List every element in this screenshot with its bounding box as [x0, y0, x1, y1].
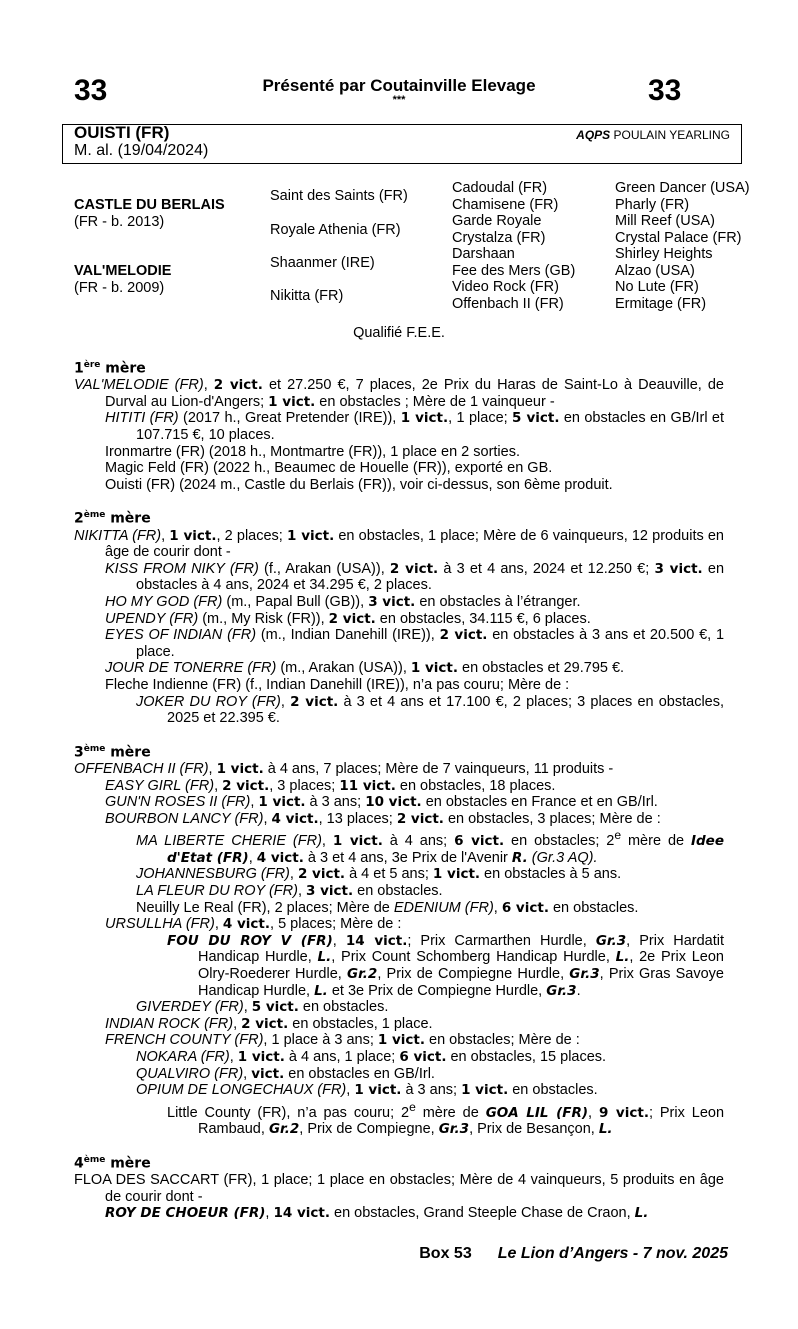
pedigree-gen2-4: Nikitta (FR) [270, 288, 344, 304]
qualification: Qualifié F.E.E. [353, 325, 445, 341]
pedigree-gen2-1: Saint des Saints (FR) [270, 188, 408, 204]
section-4eme-mere: 4ème mère [74, 1154, 151, 1172]
section-1ere-mere: 1ère mère [74, 360, 146, 377]
pedigree-gen4: Green Dancer (USA) Pharly (FR) Mill Reef (USA) Crystal Palace (FR) Shirley Heights Alzao (USA) No Lute (FR) Ermitage (FR) [615, 180, 750, 312]
horse-description: M. al. (19/04/2024) [74, 142, 209, 159]
family-text: 1ère mère VAL'MELODIE (FR), 2 vict. et 27.250 €, 7 places, 2e Prix du Haras de Saint-Lo à Deauville, de Durval au Lion-d'Angers; 1 vict. en obstacles ; Mère de 1 vainqueur - HITITI (FR) (2017 h., Great Pretender (IRE)), 1 vict., 1 place; 5 vict. en obstacles en GB/Irl et 107.715 €, 10 places. Ironmartre (FR) (2018 h., Montmartre (FR)), 1 place en 2 sorties. Magic Feld (FR) (2022 h., Beaumec de Houelle (FR)), exporté en GB. Ouisti (FR) (2024 m., Castle du Berlais (FR)), voir ci-dessus, son 6ème produit. 2ème mère NIKITTA (FR), 1 vict., 2 places; 1 vict. en obstacles, 1 place; Mère de 6 vainqueurs, 12 produits en âge de courir dont - KISS FROM NIKY (FR) (f., Arakan (USA)), 2 vict. à 3 et 4 ans, 2024 et 12.250 €; 3 vict. en obstacles à 4 ans, 2024 et 34.295 €, 2 places. HO MY GOD (FR) (m., Papal Bull (GB)), 3 vict. en obstacles à l’étranger. UPENDY (FR) (m., My Risk (FR)), 2 vict. en obstacles, 34.115 €, 6 places. EYES OF INDIAN (FR) (m., Indian Danehill (IRE)), 2 vict. en obstacles à 3 ans et 20.500 €, 1 place. JOUR DE TONERRE (FR) (m., Arakan (USA)), 1 vict. en obstacles et 29.795 €. Fleche Indienne (FR) (f., Indian Danehill (IRE)), n’a pas couru; Mère de : JOKER DU ROY (FR), 2 vict. à 3 et 4 ans et 17.100 €, 2 places; 3 places en obstacles, 2025 et 22.395 €. 3ème mère OFFENBACH II (FR), 1 vict. à 4 ans, 7 places; Mère de 7 vainqueurs, 11 produits - EASY GIRL (FR), 2 vict., 3 places; 11 vict. en obstacles, 18 places. GUN'N ROSES II (FR), 1 vict. à 3 ans; 10 vict. en obstacles en France et en GB/Irl. BOURBON LANCY (FR), 4 vict., 13 places; 2 vict. en obstacles, 3 places; Mère de : MA LIBERTE CHERIE (FR), 1 vict. à 4 ans; 6 vict. en obstacles; 2e mère de Idee d'Etat (FR), 4 vict. à 3 et 4 ans, 3e Prix de l'Avenir R. (Gr.3 AQ). JOHANNESBURG (FR), 2 vict. à 4 et 5 ans; 1 vict. en obstacles à 5 ans. LA FLEUR DU ROY (FR), 3 vict. en obstacles. Neuilly Le Real (FR), 2 places; Mère de EDENIUM (FR), 6 vict. en obstacles. URSULLHA (FR), 4 vict., 5 places; Mère de : FOU DU ROY V (FR), 14 vict.; Prix Carmarthen Hurdle, Gr.3, Prix Hardatit Handicap Hurdle, L., Prix Count Schomberg Handicap Hurdle, L., 2e Prix Leon Olry-Roederer Hurdle, Gr.2, Prix de Compiegne Hurdle, Gr.3, Prix Gras Savoye Handicap Hurdle, L. et 3e Prix de Compiegne Hurdle, Gr.3. GIVERDEY (FR), 5 vict. en obstacles. INDIAN ROCK (FR), 2 vict. en obstacles, 1 place. FRENCH COUNTY (FR), 1 place à 3 ans; 1 vict. en obstacles; Mère de : NOKARA (FR), 1 vict. à 4 ans, 1 place; 6 vict. en obstacles, 15 places. QUALVIRO (FR), vict. en obstacles en GB/Irl. OPIUM DE LONGECHAUX (FR), 1 vict. à 3 ans; 1 vict. en obstacles. Little County (FR), n’a pas couru; 2e mère de GOA LIL (FR), 9 vict.; Prix Leon Rambaud, Gr.2, Prix de Compiegne, Gr.3, Prix de Besançon, L. 4ème mère FLOA DES SACCART (FR), 1 place; 1 place en obstacles; Mère de 4 vainqueurs, 5 produits en âge de courir dont - ROY DE CHOEUR (FR), 14 vict. en obstacles, Grand Steeple Chase de Craon, L. [74, 357, 724, 1222]
pedigree-gen3: Cadoudal (FR) Chamisene (FR) Garde Royale Crystalza (FR) Darshaan Fee des Mers (GB) Video Rock (FR) Offenbach II (FR) [452, 180, 576, 312]
lot-number: 33 [74, 74, 108, 107]
dam: VAL'MELODIE (FR - b. 2009) [74, 263, 172, 296]
box-number: Box 53 [419, 1245, 472, 1262]
sale-place-date: Le Lion d’Angers - 7 nov. 2025 [497, 1245, 728, 1262]
section-3eme-mere: 3ème mère [74, 743, 151, 761]
horse-name: OUISTI (FR) [74, 123, 170, 142]
presenter: Présenté par Coutainville Elevage [262, 76, 536, 95]
stars: *** [392, 94, 406, 106]
lot-number-right: 33 [648, 74, 682, 107]
category-badge: AQPS POULAIN YEARLING [576, 128, 730, 142]
pedigree-gen2-3: Shaanmer (IRE) [270, 255, 375, 271]
sire: CASTLE DU BERLAIS (FR - b. 2013) [74, 197, 225, 230]
pedigree-gen2-2: Royale Athenia (FR) [270, 222, 401, 238]
footer [419, 1245, 728, 1263]
section-2eme-mere: 2ème mère [74, 510, 151, 528]
